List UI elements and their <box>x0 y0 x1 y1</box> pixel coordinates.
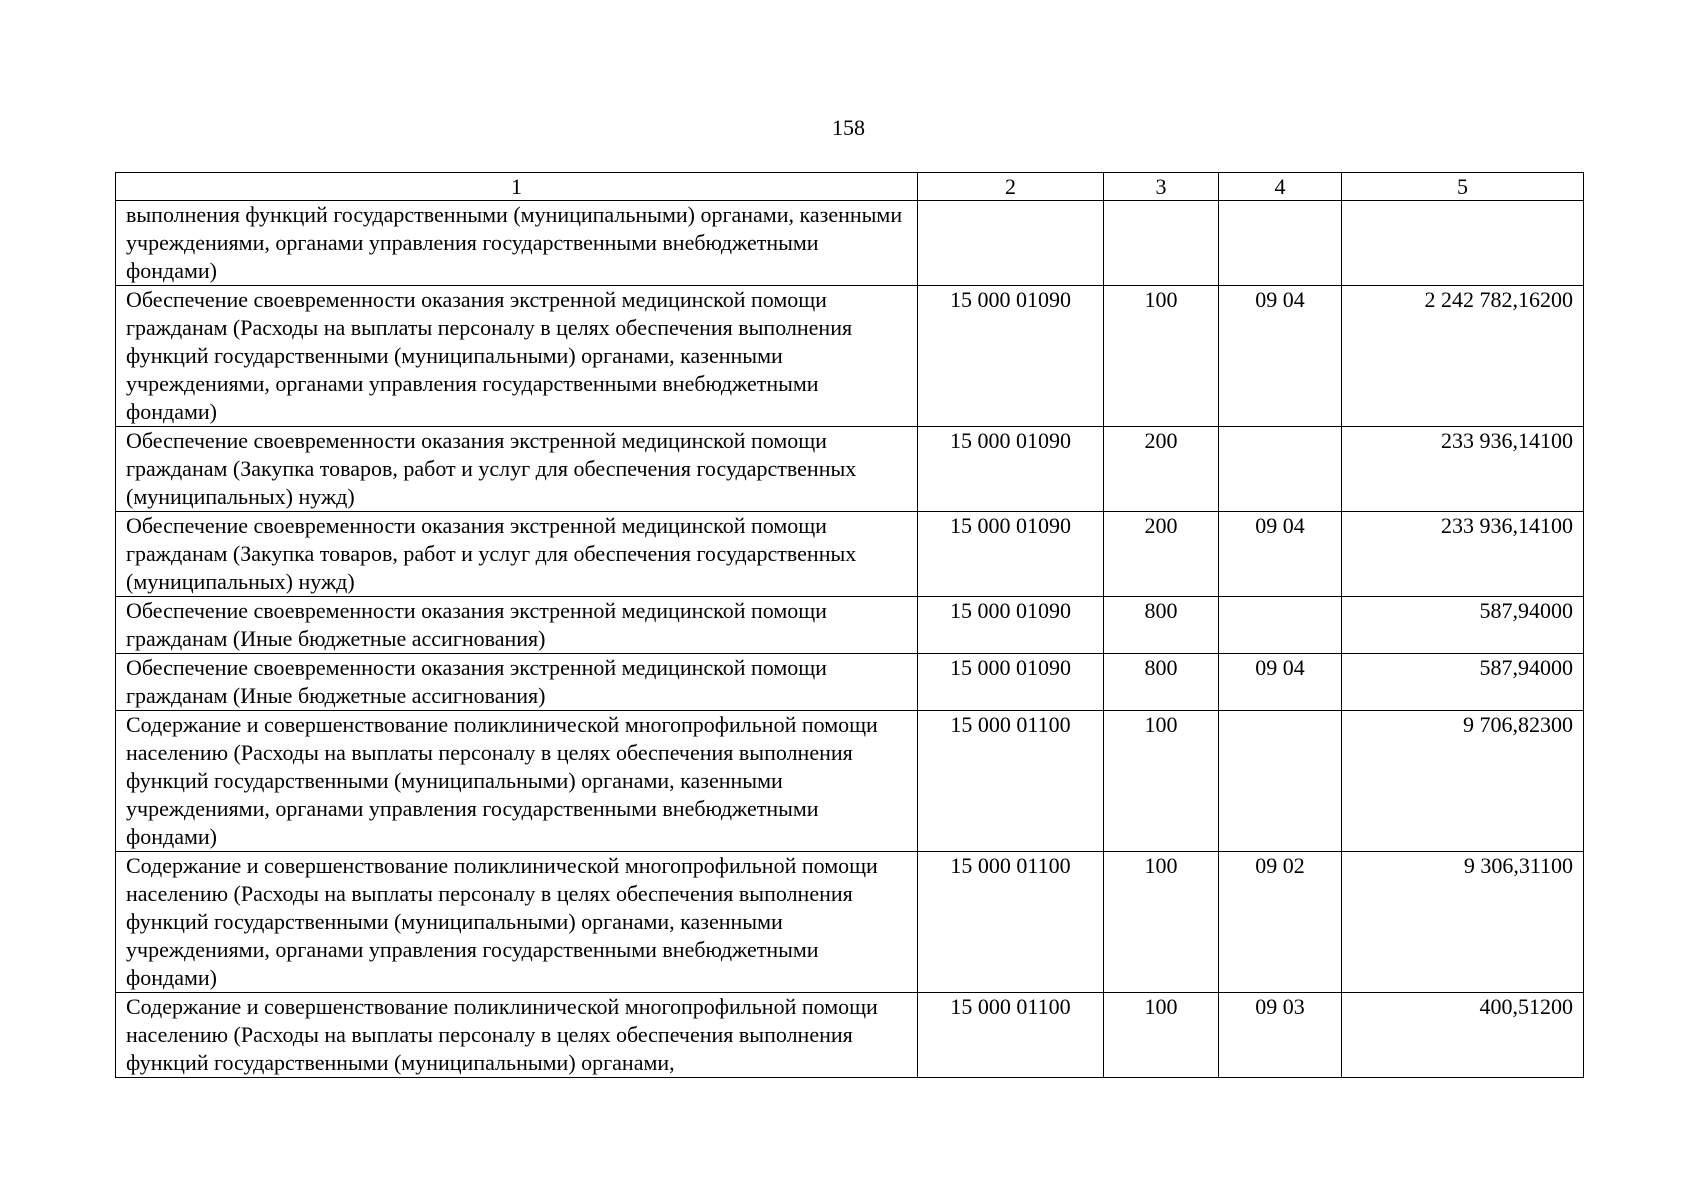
row-target-code: 15 000 01090 <box>918 512 1104 597</box>
row-amount: 587,94000 <box>1342 654 1584 711</box>
row-amount <box>1342 201 1584 286</box>
row-name: Обеспечение своевременности оказания экстренной медицинской помощи гражданам (Расходы на выплаты персоналу в целях обеспечения выполнения функций государственными (муниципальными) органами, казенными учреждениями, органами управления государственными внебюджетными фондами) <box>116 286 918 427</box>
row-expense-type: 100 <box>1104 993 1219 1078</box>
row-expense-type: 100 <box>1104 711 1219 852</box>
row-target-code: 15 000 01090 <box>918 597 1104 654</box>
row-amount: 400,51200 <box>1342 993 1584 1078</box>
row-section: 09 04 <box>1219 286 1342 427</box>
row-expense-type: 100 <box>1104 852 1219 993</box>
header-col-3: 3 <box>1104 173 1219 201</box>
row-target-code: 15 000 01100 <box>918 711 1104 852</box>
row-target-code: 15 000 01090 <box>918 654 1104 711</box>
table-row <box>116 597 1584 654</box>
row-amount: 587,94000 <box>1342 597 1584 654</box>
header-col-4: 4 <box>1219 173 1342 201</box>
row-target-code: 15 000 01100 <box>918 993 1104 1078</box>
page-number: 158 <box>832 115 865 140</box>
row-expense-type: 800 <box>1104 597 1219 654</box>
row-name: Содержание и совершенствование поликлинической многопрофильной помощи населению (Расходы на выплаты персоналу в целях обеспечения выполнения функций государственными (муниципальными) органами, <box>116 993 918 1078</box>
row-section <box>1219 711 1342 852</box>
header-col-2: 2 <box>918 173 1104 201</box>
table-row <box>116 993 1584 1078</box>
row-section: 09 02 <box>1219 852 1342 993</box>
budget-table <box>115 172 1584 1078</box>
row-name: выполнения функций государственными (муниципальными) органами, казенными учреждениями, органами управления государственными внебюджетными фондами) <box>116 201 918 286</box>
row-section <box>1219 201 1342 286</box>
row-amount: 9 706,82300 <box>1342 711 1584 852</box>
row-name: Содержание и совершенствование поликлинической многопрофильной помощи населению (Расходы на выплаты персоналу в целях обеспечения выполнения функций государственными (муниципальными) органами, казенными учреждениями, органами управления государственными внебюджетными фондами) <box>116 852 918 993</box>
table-row <box>116 852 1584 993</box>
row-expense-type: 100 <box>1104 286 1219 427</box>
row-amount: 2 242 782,16200 <box>1342 286 1584 427</box>
row-name: Обеспечение своевременности оказания экстренной медицинской помощи гражданам (Иные бюджетные ассигнования) <box>116 654 918 711</box>
row-target-code <box>918 201 1104 286</box>
row-amount: 9 306,31100 <box>1342 852 1584 993</box>
table-header <box>116 173 1584 201</box>
table-row <box>116 286 1584 427</box>
table-row <box>116 654 1584 711</box>
row-expense-type <box>1104 201 1219 286</box>
row-target-code: 15 000 01100 <box>918 852 1104 993</box>
row-amount: 233 936,14100 <box>1342 427 1584 512</box>
row-name: Содержание и совершенствование поликлинической многопрофильной помощи населению (Расходы на выплаты персоналу в целях обеспечения выполнения функций государственными (муниципальными) органами, казенными учреждениями, органами управления государственными внебюджетными фондами) <box>116 711 918 852</box>
row-section <box>1219 597 1342 654</box>
header-col-5: 5 <box>1342 173 1584 201</box>
table-row <box>116 201 1584 286</box>
row-amount: 233 936,14100 <box>1342 512 1584 597</box>
row-name: Обеспечение своевременности оказания экстренной медицинской помощи гражданам (Закупка товаров, работ и услуг для обеспечения государственных (муниципальных) нужд) <box>116 427 918 512</box>
row-expense-type: 200 <box>1104 512 1219 597</box>
row-target-code: 15 000 01090 <box>918 286 1104 427</box>
row-section <box>1219 427 1342 512</box>
header-col-1: 1 <box>116 173 918 201</box>
row-section: 09 04 <box>1219 512 1342 597</box>
row-name: Обеспечение своевременности оказания экстренной медицинской помощи гражданам (Закупка товаров, работ и услуг для обеспечения государственных (муниципальных) нужд) <box>116 512 918 597</box>
header-row <box>116 173 1584 201</box>
row-target-code: 15 000 01090 <box>918 427 1104 512</box>
table-row <box>116 427 1584 512</box>
row-section: 09 04 <box>1219 654 1342 711</box>
row-expense-type: 200 <box>1104 427 1219 512</box>
table-row <box>116 711 1584 852</box>
row-section: 09 03 <box>1219 993 1342 1078</box>
table-row <box>116 512 1584 597</box>
row-name: Обеспечение своевременности оказания экстренной медицинской помощи гражданам (Иные бюджетные ассигнования) <box>116 597 918 654</box>
row-expense-type: 800 <box>1104 654 1219 711</box>
table-body <box>116 201 1584 1078</box>
